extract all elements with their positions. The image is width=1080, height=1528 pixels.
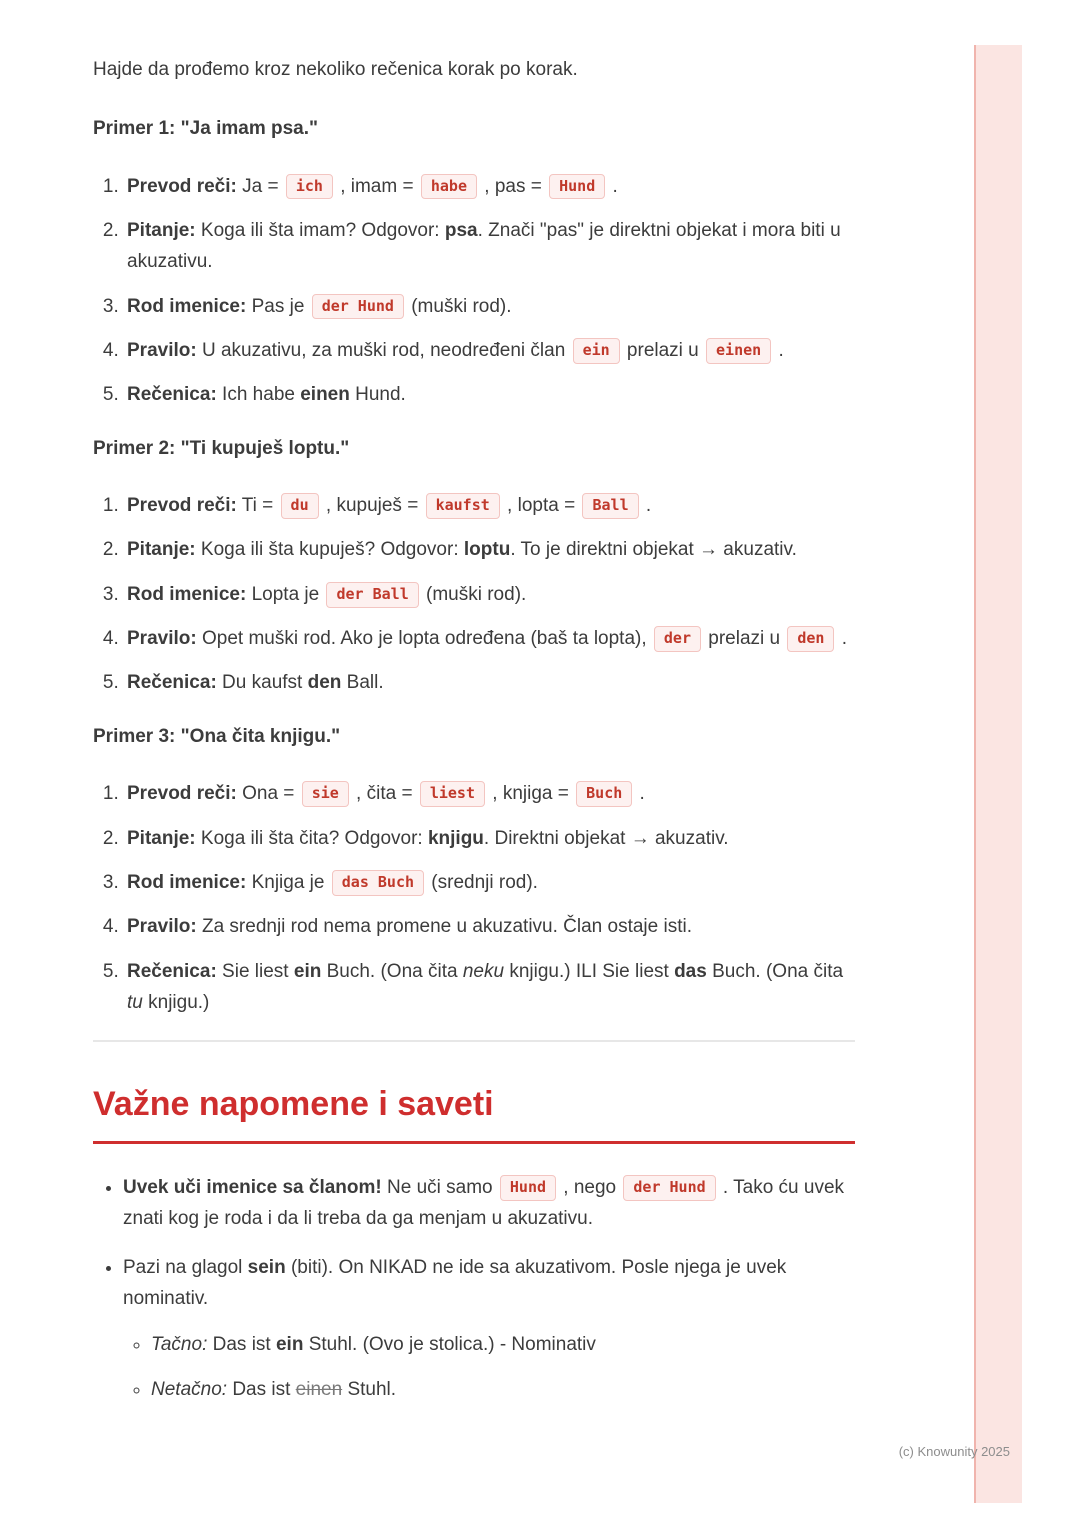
label-bold: Prevod reči: — [127, 175, 237, 197]
label-bold: Pravilo: — [127, 340, 197, 362]
code-token: ein — [573, 338, 620, 364]
text-run: Ich habe — [216, 384, 301, 406]
emphasis-bold: sein — [247, 1256, 286, 1278]
text-run: Opet muški rod. Ako je lopta određena (baš ta lopta), — [196, 628, 652, 650]
text-run: Ball. — [341, 672, 384, 694]
code-token: der Hund — [312, 294, 404, 320]
list-item — [124, 534, 855, 565]
emphasis-bold: einen — [300, 384, 350, 406]
text-run: . Znači "pas" je direktni objekat i mora biti u akuzativu. — [127, 220, 841, 273]
notes-list — [93, 1172, 855, 1405]
text-run: . — [773, 340, 784, 362]
list-item — [124, 379, 855, 410]
text-run: , imam = — [334, 175, 419, 197]
text-run: , nego — [558, 1177, 622, 1199]
list-item — [124, 335, 855, 366]
text-run: . Direktni objekat → akuzativ. — [483, 827, 729, 849]
text-run: (biti). On NIKAD ne ide sa akuzativom. Posle njega je uvek nominativ. — [123, 1256, 787, 1310]
italic-label: Netačno: — [151, 1378, 228, 1400]
page-edge-decoration — [974, 45, 1022, 1503]
primer-1-heading: Primer 1: "Ja imam psa." — [93, 118, 319, 140]
emphasis-bold: psa — [444, 220, 478, 242]
note-item — [123, 1252, 855, 1405]
copyright-notice: (c) Knowunity 2025 — [898, 1443, 1010, 1459]
primer-3-heading: Primer 3: "Ona čita knjigu." — [93, 725, 341, 747]
text-run: Das ist — [207, 1334, 276, 1356]
emphasis-bold: knjigu — [427, 827, 484, 849]
text-run: , knjiga = — [487, 783, 575, 805]
note-subitem — [151, 1329, 855, 1360]
code-token: einen — [706, 338, 771, 364]
label-bold: Pitanje: — [127, 220, 196, 242]
emphasis-bold: den — [307, 672, 342, 694]
text-run: prelazi u — [621, 340, 705, 362]
notes-heading: Važne napomene i saveti — [93, 1084, 855, 1144]
primer-3-list — [93, 778, 855, 1018]
text-run: Hund. — [349, 384, 406, 406]
code-token: ich — [286, 174, 333, 200]
label-bold: Rod imenice: — [127, 871, 247, 893]
label-bold: Pitanje: — [127, 539, 196, 561]
code-token: der Hund — [623, 1175, 715, 1201]
text-run: . — [640, 495, 652, 517]
text-run: Koga ili šta imam? Odgovor: — [195, 220, 445, 242]
emphasis-bold: loptu — [463, 539, 511, 561]
text-run: Sie liest — [216, 960, 294, 982]
list-item — [124, 911, 855, 942]
text-run: (srednji rod). — [426, 871, 538, 893]
italic-run: tu — [127, 991, 143, 1013]
primer-2-heading: Primer 2: "Ti kupuješ loptu." — [93, 437, 350, 459]
list-item — [124, 579, 855, 610]
text-run: Du kaufst — [216, 672, 308, 694]
code-token: das Buch — [332, 870, 424, 896]
text-run: Pazi na glagol — [123, 1256, 248, 1278]
list-item — [124, 667, 855, 698]
text-run: . — [836, 628, 848, 650]
label-bold: Prevod reči: — [127, 783, 237, 805]
list-item — [124, 215, 855, 278]
label-bold: Pravilo: — [127, 916, 197, 938]
list-item — [124, 490, 855, 521]
text-run: , pas = — [478, 175, 548, 197]
emphasis-bold: Uvek uči imenice sa članom! — [123, 1177, 382, 1199]
note-sublist — [123, 1329, 855, 1405]
list-item — [124, 823, 855, 854]
text-run: , čita = — [350, 783, 418, 805]
emphasis-bold: das — [674, 960, 707, 982]
list-item — [124, 171, 855, 202]
label-bold: Rečenica: — [127, 384, 217, 406]
label-bold: Rod imenice: — [127, 583, 247, 605]
primer-2-section — [93, 433, 855, 699]
code-token: kaufst — [426, 493, 500, 519]
label-bold: Prevod reči: — [127, 495, 237, 517]
text-run: Ti = — [236, 495, 279, 517]
notes-section — [93, 1084, 855, 1405]
note-subitem — [151, 1374, 855, 1405]
list-item — [124, 623, 855, 654]
text-run: Knjiga je — [246, 871, 330, 893]
text-run: . To je direktni objekat → akuzativ. — [510, 539, 797, 561]
text-run: Ja = — [236, 175, 284, 197]
code-token: Hund — [500, 1175, 556, 1201]
italic-run: neku — [462, 960, 505, 982]
label-bold: Rečenica: — [127, 960, 217, 982]
primer-1-list — [93, 171, 855, 411]
emphasis-bold: ein — [293, 960, 322, 982]
text-run: Lopta je — [246, 583, 325, 605]
text-run: Koga ili šta čita? Odgovor: — [195, 827, 428, 849]
label-bold: Rod imenice: — [127, 295, 247, 317]
code-token: du — [281, 493, 319, 519]
text-run: Stuhl. (Ovo je stolica.) - Nominativ — [303, 1334, 596, 1356]
text-run: Koga ili šta kupuješ? Odgovor: — [195, 539, 464, 561]
code-token: Hund — [549, 174, 605, 200]
text-run: U akuzativu, za muški rod, neodređeni član — [196, 340, 571, 362]
list-item — [124, 778, 855, 809]
text-run: Buch. (Ona čita — [706, 960, 844, 982]
text-run: knjigu.) ILI Sie liest — [504, 960, 675, 982]
code-token: der — [654, 626, 701, 652]
text-run: Ne uči samo — [381, 1177, 498, 1199]
list-item — [124, 291, 855, 322]
text-run: . — [634, 783, 645, 805]
emphasis-bold: ein — [275, 1334, 304, 1356]
text-run: . — [607, 175, 618, 197]
label-bold: Rečenica: — [127, 672, 217, 694]
note-item — [123, 1172, 855, 1235]
primer-1-section — [93, 113, 855, 410]
label-bold: Pravilo: — [127, 628, 197, 650]
code-token: sie — [302, 781, 349, 807]
text-run: (muški rod). — [405, 295, 512, 317]
text-run: Za srednji rod nema promene u akuzativu. Član ostaje isti. — [196, 916, 693, 938]
text-run: Stuhl. — [342, 1378, 397, 1400]
code-token: den — [787, 626, 834, 652]
primer-2-list — [93, 490, 855, 699]
code-token: Buch — [576, 781, 632, 807]
strikethrough-run: einen — [295, 1378, 343, 1400]
text-run: knjigu.) — [142, 991, 210, 1013]
text-run: , kupuješ = — [320, 495, 424, 517]
section-divider — [93, 1040, 855, 1042]
text-run: , lopta = — [501, 495, 581, 517]
primer-3-section — [93, 721, 855, 1018]
text-run: Pas je — [246, 295, 310, 317]
code-token: liest — [420, 781, 485, 807]
text-run: . Tako ću uvek znati kog je roda i da li treba da ga menjam u akuzativu. — [123, 1177, 845, 1230]
italic-label: Tačno: — [151, 1334, 208, 1356]
text-run: Buch. (Ona čita — [321, 960, 463, 982]
code-token: der Ball — [326, 582, 418, 608]
label-bold: Pitanje: — [127, 827, 196, 849]
list-item — [124, 956, 855, 1019]
text-run: Ona = — [236, 783, 300, 805]
code-token: Ball — [582, 493, 638, 519]
intro-paragraph: Hajde da prođemo kroz nekoliko rečenica korak po korak. — [93, 59, 578, 80]
list-item — [124, 867, 855, 898]
text-run: prelazi u — [703, 628, 786, 650]
text-run: (muški rod). — [420, 583, 527, 605]
code-token: habe — [421, 174, 477, 200]
text-run: Das ist — [227, 1378, 296, 1400]
